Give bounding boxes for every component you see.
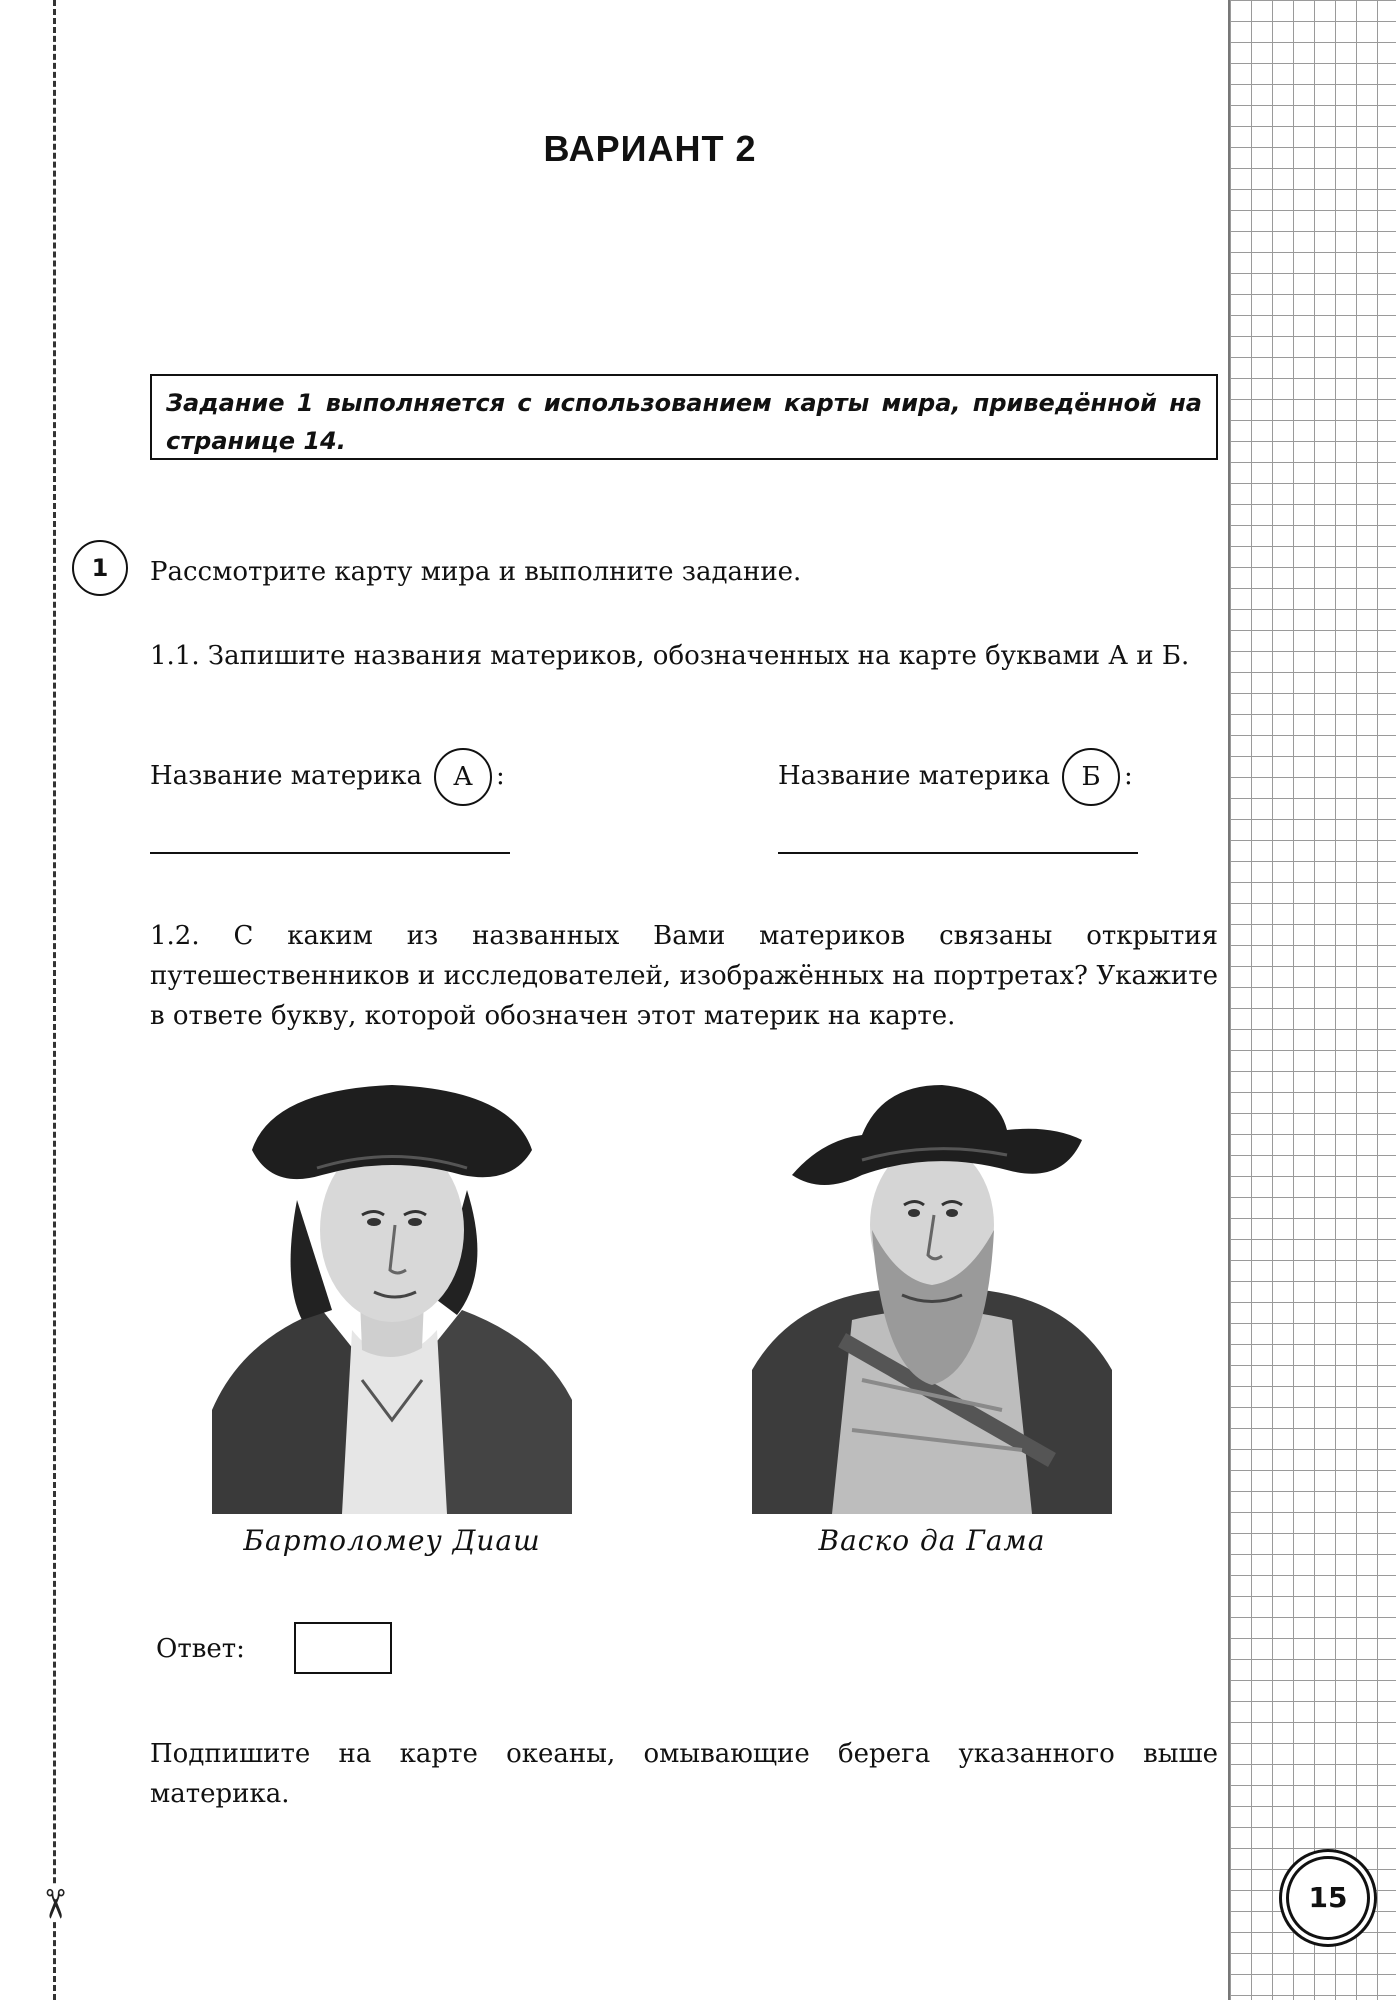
continent-b-label [778,748,1133,806]
final-instruction: Подпишите на карте океаны, омывающие берега указанного выше материка. [150,1739,1218,1809]
continent-a-label [150,748,505,806]
colon-a: : [496,761,505,791]
portrait-da-gama [752,1080,1112,1514]
scissors-icon: ✂ [31,1887,77,1921]
answer-line-a[interactable] [150,852,510,854]
answer-line-b[interactable] [778,852,1138,854]
margin-grid [1228,0,1396,2000]
letter-a-circle: А [434,748,492,806]
question-1-2: 1.2. С каким из названных Вами материков связаны открытия путешественников и исследователей, изображённых на портретах? Укажите в ответе букву, которой обозначен этот материк на карте. [150,921,1218,1031]
portrait-dias [212,1080,572,1514]
task-number: 1 [72,540,128,596]
continent-b-label-text: Название материка [778,761,1051,791]
instruction-box: Задание 1 выполняется с использованием карты мира, приведённой на странице 14. [150,374,1218,460]
task-intro: Рассмотрите карту мира и выполните задание. [150,557,802,587]
letter-b-circle: Б [1062,748,1120,806]
question-1-1: 1.1. Запишите названия материков, обозначенных на карте буквами А и Б. [150,641,1190,671]
continent-a-label-text: Название материка [150,761,423,791]
colon-b: : [1124,761,1133,791]
caption-da-gama: Васко да Гама [818,1524,1046,1557]
caption-dias: Бартоломеу Диаш [243,1524,541,1557]
page-number: 15 [1286,1856,1370,1940]
answer-box[interactable] [294,1622,392,1674]
answer-label: Ответ: [156,1634,245,1664]
page-title: ВАРИАНТ 2 [543,128,757,169]
cut-line [53,0,56,2000]
